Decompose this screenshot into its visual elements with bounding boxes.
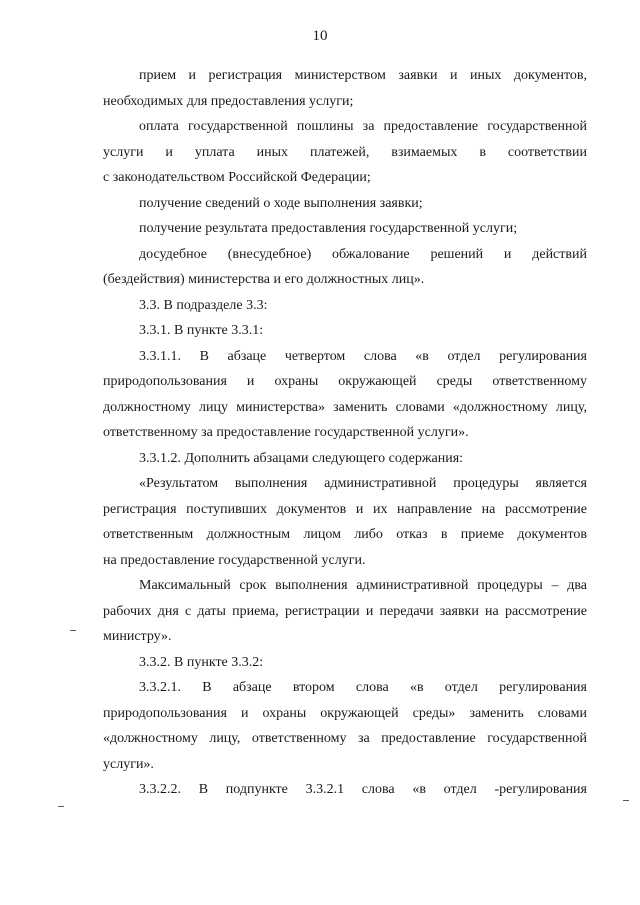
section-heading: 3.3.1. В пункте 3.3.1: bbox=[139, 323, 264, 338]
scan-mark bbox=[58, 806, 64, 807]
page-number: 10 bbox=[312, 28, 328, 44]
text-line: 3.3.2.2. В подпункте 3.3.2.1 слова «в отдел -регулирования bbox=[139, 782, 587, 797]
text-line: природопользования и охраны окружающей среды ответственному bbox=[103, 374, 587, 389]
text-line: 3.3.1.2. Дополнить абзацами следующего содержания: bbox=[139, 450, 464, 466]
text-line: 3.3.1.1. В абзаце четвертом слова «в отдел регулирования bbox=[139, 348, 587, 364]
text-line: (бездействия) министерства и его должностных лиц». bbox=[103, 272, 425, 287]
text-line: министру». bbox=[103, 629, 172, 644]
text-line: досудебное (внесудебное) обжалование решений и действий bbox=[139, 246, 587, 262]
text-line: услуги». bbox=[103, 756, 154, 772]
text-line: природопользования и охраны окружающей среды» заменить словами bbox=[103, 705, 587, 721]
section-heading: 3.3. В подразделе 3.3: bbox=[139, 297, 268, 313]
text-line: оплата государственной пошлины за предоставление государственной bbox=[139, 119, 587, 134]
scan-mark bbox=[70, 630, 76, 631]
text-line: услуги и уплата иных платежей, взимаемых в соответствии bbox=[103, 144, 587, 160]
text-line: регистрация поступивших документов и их направление на рассмотрение bbox=[103, 501, 587, 517]
text-line: рабочих дня с даты приема, регистрации и передачи заявки на рассмотрение bbox=[103, 603, 587, 619]
scan-mark bbox=[623, 800, 629, 801]
text-line: получение результата предоставления государственной услуги; bbox=[139, 221, 518, 236]
document-body bbox=[103, 63, 587, 803]
text-line: на предоставление государственной услуги. bbox=[103, 552, 366, 568]
text-line: ответственным должностным лицом либо отказ в приеме документов bbox=[103, 527, 587, 542]
text-line: необходимых для предоставления услуги; bbox=[103, 93, 354, 109]
text-line: Максимальный срок выполнения административной процедуры – два bbox=[139, 578, 587, 593]
text-line: прием и регистрация министерством заявки и иных документов, bbox=[139, 68, 587, 83]
text-line: «Результатом выполнения административной процедуры является bbox=[139, 476, 587, 491]
text-line: должностному лицу министерства» заменить словами «должностному лицу, bbox=[103, 399, 587, 415]
text-line: ответственному за предоставление государственной услуги». bbox=[103, 425, 469, 440]
text-line: «должностному лицу, ответственному за предоставление государственной bbox=[103, 731, 587, 746]
text-line: 3.3.2.1. В абзаце втором слова «в отдел регулирования bbox=[139, 680, 587, 695]
text-line: получение сведений о ходе выполнения заявки; bbox=[139, 195, 423, 211]
section-heading: 3.3.2. В пункте 3.3.2: bbox=[139, 654, 264, 670]
text-line: с законодательством Российской Федерации; bbox=[103, 170, 371, 185]
